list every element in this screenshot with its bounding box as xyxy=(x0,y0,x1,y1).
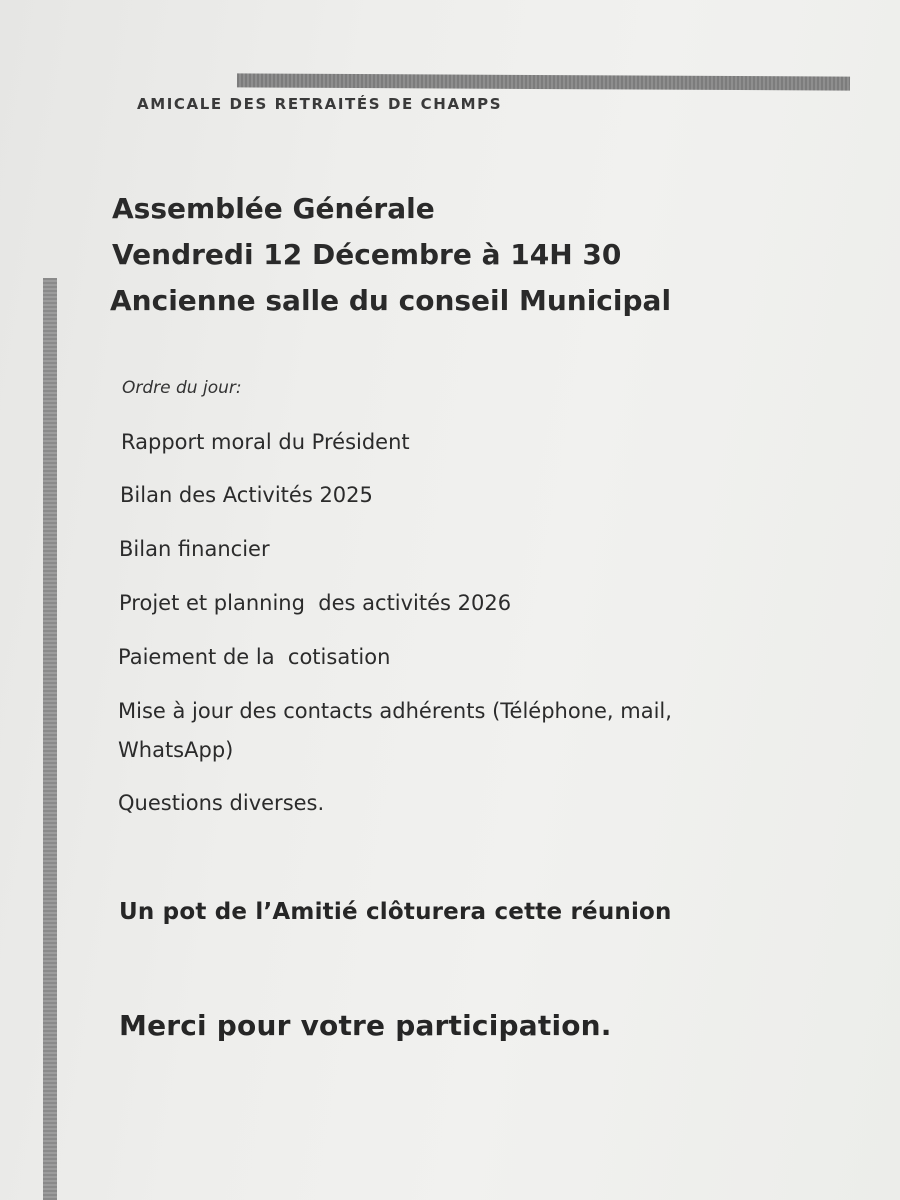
agenda-item: Paiement de la cotisation xyxy=(118,645,391,669)
agenda-item: Questions diverses. xyxy=(118,791,325,815)
left-decorative-rule xyxy=(43,278,57,1200)
thank-you-message: Merci pour votre participation. xyxy=(119,1009,612,1042)
top-decorative-rule xyxy=(237,73,850,90)
agenda-label: Ordre du jour: xyxy=(122,378,242,398)
closing-note: Un pot de l’Amitié clôturera cette réunion xyxy=(119,899,672,925)
organization-name: AMICALE DES RETRAITÉS DE CHAMPS xyxy=(137,95,503,113)
agenda-item: Bilan des Activités 2025 xyxy=(120,483,373,507)
agenda-item: Rapport moral du Président xyxy=(121,430,410,454)
agenda-item-continuation: WhatsApp) xyxy=(118,738,234,762)
agenda-item: Mise à jour des contacts adhérents (Téléphone, mail, xyxy=(118,699,672,723)
event-title: Assemblée Générale xyxy=(112,192,435,225)
event-date-time: Vendredi 12 Décembre à 14H 30 xyxy=(112,238,622,271)
agenda-item: Projet et planning des activités 2026 xyxy=(119,591,512,615)
event-location: Ancienne salle du conseil Municipal xyxy=(110,284,672,317)
agenda-item: Bilan financier xyxy=(119,537,270,561)
